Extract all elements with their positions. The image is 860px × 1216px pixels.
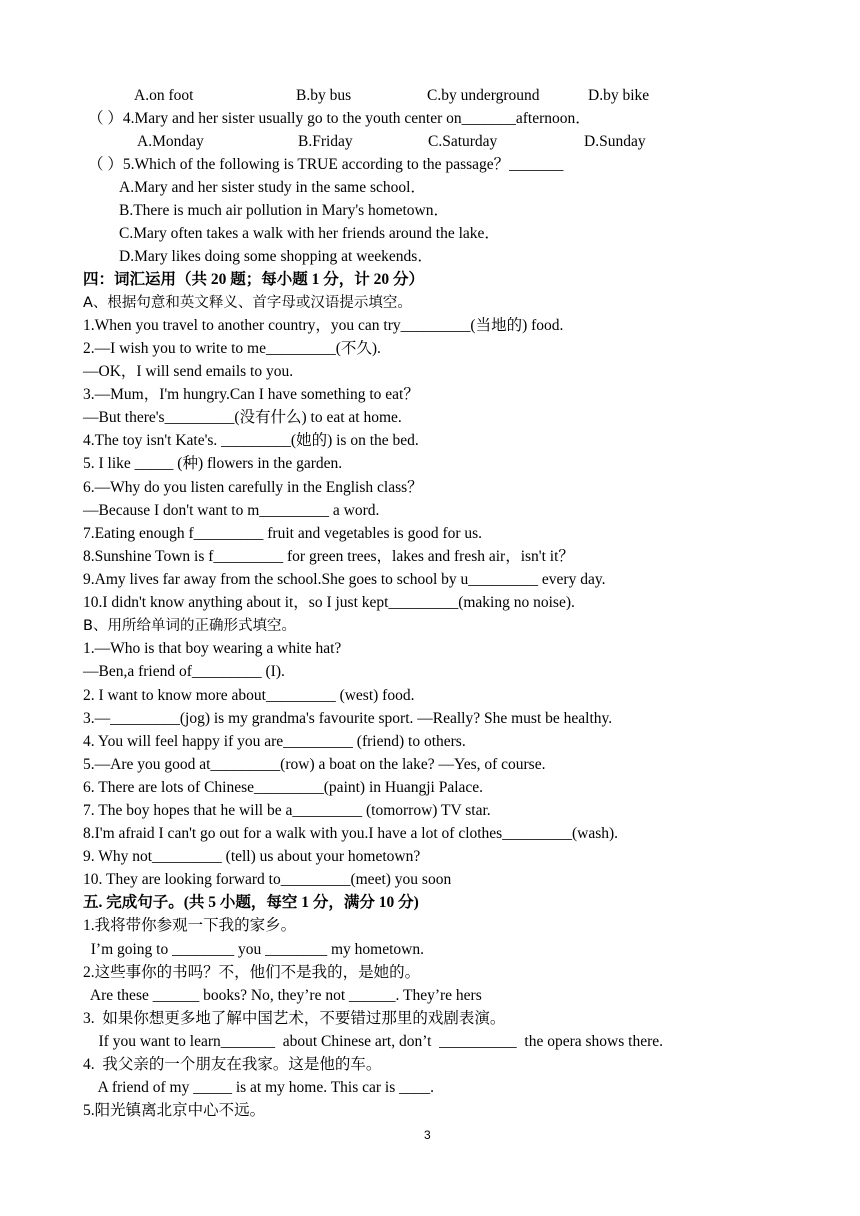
q3-option-c: C.by underground [427,87,540,104]
partA-line: 3.—Mum，I'm hungry.Can I have something to eat？ [83,386,419,403]
partA-line: —Because I don't want to m_________ a word. [83,502,380,519]
section5-line: 2.这些事你的书吗？不，他们不是我的，是她的。 [83,964,421,981]
q5-option-a: A.Mary and her sister study in the same school． [119,179,426,196]
partB-line: 2. I want to know more about_________ (west) food. [83,687,415,704]
partB-line: 6. There are lots of Chinese_________(paint) in Huangji Palace. [83,779,484,796]
q4-option-b: B.Friday [298,133,353,150]
partA-line: 8.Sunshine Town is f_________ for green trees，lakes and fresh air，isn't it？ [83,548,574,565]
q3-option-a: A.on foot [134,87,194,104]
section5-line: 4. 我父亲的一个朋友在我家。这是他的车。 [83,1056,382,1073]
partB-line: 1.—Who is that boy wearing a white hat? [83,640,342,657]
q5-option-d: D.Mary likes doing some shopping at weekends． [119,248,433,265]
q5-option-c: C.Mary often takes a walk with her friends around the lake． [119,225,500,242]
q3-option-d: D.by bike [588,87,650,104]
section4-title: 四：词汇运用（共 20 题；每小题 1 分，计 20 分） [83,271,425,288]
partA-line: 9.Amy lives far away from the school.She goes to school by u_________ every day. [83,571,606,588]
partA-line: 6.—Why do you listen carefully in the English class？ [83,479,423,496]
partA-line: 4.The toy isn't Kate's. _________(她的) is on the bed. [83,432,419,449]
partB-line: 7. The boy hopes that he will be a_________ (tomorrow) TV star. [83,802,491,819]
partB-line: —Ben,a friend of_________ (I). [83,663,285,680]
partA-line: —OK，I will send emails to you. [83,363,294,380]
partA-line: 7.Eating enough f_________ fruit and vegetables is good for us. [83,525,483,542]
partA-line: 2.—I wish you to write to me_________(不久). [83,340,381,357]
section5-line: Are these ______ books? No, they’re not ______. They’re hers [83,987,482,1004]
partB-line: 3.—_________(jog) is my grandma's favourite sport. —Really? She must be healthy. [83,710,613,727]
section5-line: 1.我将带你参观一下我的家乡。 [83,917,297,934]
partA-line: 10.I didn't know anything about it，so I just kept_________(making no noise). [83,594,575,611]
q4-stem: （ ）4.Mary and her sister usually go to the youth center on_______afternoon． [88,110,591,127]
section5-title: 五. 完成句子。(共 5 小题，每空 1 分，满分 10 分) [83,894,419,911]
page-number: 3 [424,1128,431,1142]
partB-line: 4. You will feel happy if you are_________ (friend) to others. [83,733,466,750]
partB-line: 10. They are looking forward to_________(meet) you soon [83,871,452,888]
q3-option-b: B.by bus [296,87,352,104]
q5-option-b: B.There is much air pollution in Mary's hometown． [119,202,449,219]
q4-option-d: D.Sunday [584,133,646,150]
q5-stem: （ ）5.Which of the following is TRUE according to the passage？_______ [88,156,564,173]
partB-line: 8.I'm afraid I can't go out for a walk with you.I have a lot of clothes_________(wash). [83,825,619,842]
section5-line: 3. 如果你想更多地了解中国艺术，不要错过那里的戏剧表演。 [83,1010,506,1027]
section5-line: 5.阳光镇离北京中心不远。 [83,1102,266,1119]
q4-option-c: C.Saturday [428,133,498,150]
partA-line: 1.When you travel to another country，you can try_________(当地的) food. [83,317,564,334]
partA-line: —But there's_________(没有什么) to eat at home. [83,409,402,426]
section5-line: If you want to learn_______ about Chinese art, don’t __________ the opera shows there. [83,1033,663,1050]
partB-line: 5.—Are you good at_________(row) a boat on the lake? —Yes, of course. [83,756,546,773]
section4-partB-title: B、用所给单词的正确形式填空。 [83,618,296,634]
section5-line: I’m going to ________ you ________ my hometown. [83,941,424,958]
q4-option-a: A.Monday [137,133,204,150]
partB-line: 9. Why not_________ (tell) us about your hometown? [83,848,421,865]
partA-line: 5. I like _____ (种) flowers in the garden. [83,455,343,472]
section5-line: A friend of my _____ is at my home. This car is ____. [83,1079,435,1096]
section4-partA-title: A、根据句意和英文释义、首字母或汉语提示填空。 [83,295,412,311]
